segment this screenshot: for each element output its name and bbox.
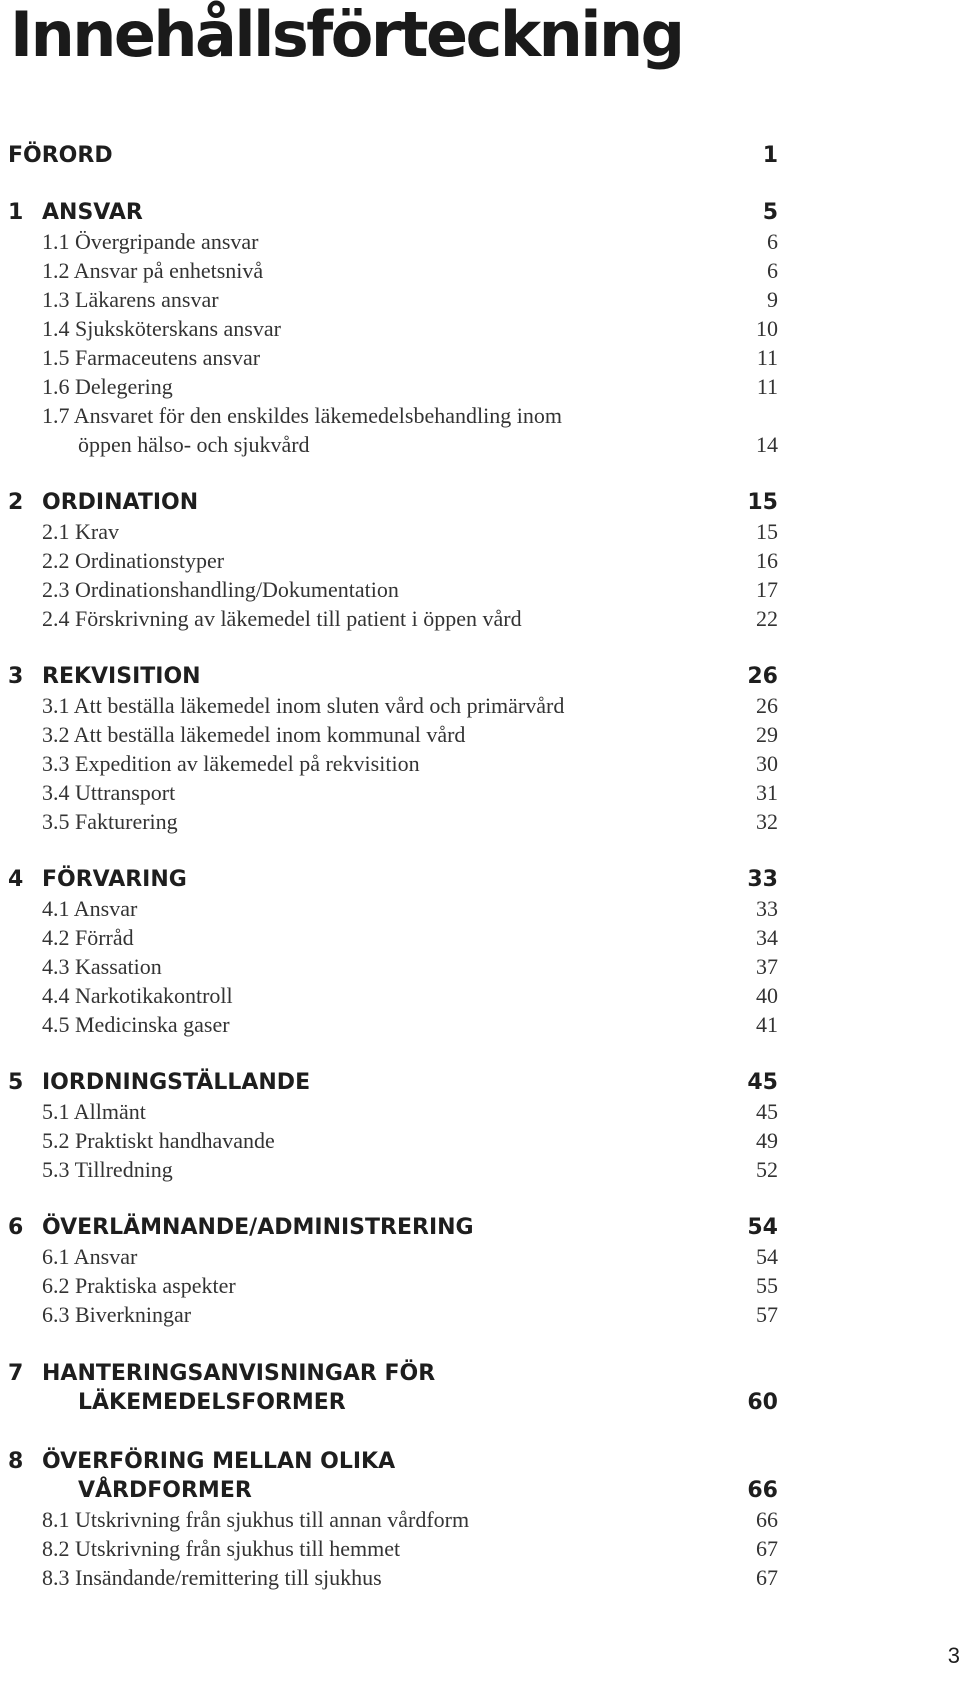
toc-label: 1.3 Läkarens ansvar xyxy=(42,287,219,312)
toc-page-number: 55 xyxy=(756,1273,778,1298)
toc-label: 4.4 Narkotikakontroll xyxy=(42,983,233,1008)
toc-section xyxy=(0,720,960,750)
toc-page-number: 29 xyxy=(756,722,778,747)
toc-page-number: 67 xyxy=(756,1565,778,1590)
toc-section xyxy=(0,517,960,547)
toc-page-number: 6 xyxy=(767,258,778,283)
toc-page-number: 52 xyxy=(756,1157,778,1182)
toc-section xyxy=(0,1155,960,1185)
toc-section xyxy=(0,430,960,460)
toc-page-number: 60 xyxy=(747,1390,778,1415)
page-number: 3 xyxy=(947,1643,960,1668)
toc-label: 4.2 Förråd xyxy=(42,925,134,950)
toc-label: 6.3 Biverkningar xyxy=(42,1302,192,1327)
toc-page-number: 5 xyxy=(762,200,778,225)
toc-page-number: 45 xyxy=(756,1099,778,1124)
toc-section xyxy=(0,1534,960,1564)
toc-label: VÅRDFORMER xyxy=(78,1478,252,1503)
toc-section xyxy=(0,952,960,982)
toc-page-number: 37 xyxy=(756,954,778,979)
toc-label: 3.2 Att beställa läkemedel inom kommunal vård xyxy=(42,722,466,747)
toc-label: 6.1 Ansvar xyxy=(42,1244,138,1269)
toc-label: 1.1 Övergripande ansvar xyxy=(42,229,259,254)
toc-label: ANSVAR xyxy=(42,200,143,225)
toc-section xyxy=(0,256,960,286)
toc-label: 4.1 Ansvar xyxy=(42,896,138,921)
toc-label: 2.3 Ordinationshandling/Dokumentation xyxy=(42,577,399,602)
toc-page-number: 14 xyxy=(756,432,778,457)
toc-section xyxy=(0,807,960,837)
toc-section xyxy=(0,923,960,953)
toc-label: ÖVERFÖRING MELLAN OLIKA xyxy=(42,1449,396,1474)
toc-label: 3.1 Att beställa läkemedel inom sluten vård och primärvård xyxy=(42,693,565,718)
toc-chapter xyxy=(0,865,960,895)
toc-page-number: 32 xyxy=(756,809,778,834)
toc-label: IORDNINGSTÄLLANDE xyxy=(42,1070,311,1095)
toc-section xyxy=(0,1242,960,1272)
page-title: Innehållsförteckning xyxy=(10,0,683,71)
toc-chapter xyxy=(0,1388,960,1418)
toc-page-number: 26 xyxy=(756,693,778,718)
toc-label: 3.5 Fakturering xyxy=(42,809,178,834)
toc-label: REKVISITION xyxy=(42,664,201,689)
toc-chapter-number: 8 xyxy=(8,1449,24,1474)
toc-section xyxy=(0,401,960,431)
toc-chapter xyxy=(0,662,960,692)
toc-label: 3.4 Uttransport xyxy=(42,780,176,805)
toc-section xyxy=(0,1271,960,1301)
toc-page-number: 57 xyxy=(756,1302,778,1327)
toc-label: 1.4 Sjuksköterskans ansvar xyxy=(42,316,281,341)
toc-label: 6.2 Praktiska aspekter xyxy=(42,1273,236,1298)
toc-chapter-number: 6 xyxy=(8,1215,24,1240)
toc-label: ORDINATION xyxy=(42,490,199,515)
toc-page-number: 30 xyxy=(756,751,778,776)
toc-chapter-number: 7 xyxy=(8,1361,24,1386)
toc-section xyxy=(0,1097,960,1127)
toc-chapter xyxy=(0,1476,960,1506)
toc-page-number: 45 xyxy=(747,1070,778,1095)
toc-page-number: 31 xyxy=(756,780,778,805)
toc-label: 3.3 Expedition av läkemedel på rekvisition xyxy=(42,751,420,776)
toc-chapter xyxy=(0,141,960,171)
toc-label: FÖRVARING xyxy=(42,867,187,892)
toc-label: 5.2 Praktiskt handhavande xyxy=(42,1128,275,1153)
toc-chapter-number: 2 xyxy=(8,490,24,515)
toc-label: 4.3 Kassation xyxy=(42,954,162,979)
toc-section xyxy=(0,285,960,315)
toc-page-number: 1 xyxy=(762,143,778,168)
toc-page-number: 22 xyxy=(756,606,778,631)
toc-page-number: 66 xyxy=(756,1507,778,1532)
toc-page-number: 10 xyxy=(756,316,778,341)
toc-section xyxy=(0,1505,960,1535)
toc-label: 4.5 Medicinska gaser xyxy=(42,1012,230,1037)
toc-page-number: 33 xyxy=(747,867,778,892)
toc-chapter xyxy=(0,1213,960,1243)
toc-section xyxy=(0,1010,960,1040)
toc-section xyxy=(0,1126,960,1156)
toc-section xyxy=(0,604,960,634)
toc-chapter xyxy=(0,198,960,228)
toc-chapter xyxy=(0,1359,960,1389)
toc-label: 1.6 Delegering xyxy=(42,374,173,399)
toc-page-number: 34 xyxy=(756,925,778,950)
toc-chapter-number: 1 xyxy=(8,200,24,225)
toc-section xyxy=(0,894,960,924)
toc-page-number: 49 xyxy=(756,1128,778,1153)
toc-page-number: 6 xyxy=(767,229,778,254)
toc-page-number: 11 xyxy=(756,345,778,370)
toc-label: LÄKEMEDELSFORMER xyxy=(78,1390,346,1415)
toc-section xyxy=(0,343,960,373)
toc-page-number: 15 xyxy=(747,490,778,515)
toc-page-number: 66 xyxy=(747,1478,778,1503)
toc-section xyxy=(0,575,960,605)
toc-section xyxy=(0,1300,960,1330)
toc-chapter-number: 3 xyxy=(8,664,24,689)
toc-section xyxy=(0,314,960,344)
toc-section xyxy=(0,778,960,808)
toc-label: 2.4 Förskrivning av läkemedel till patient i öppen vård xyxy=(42,606,522,631)
toc-page-number: 17 xyxy=(756,577,778,602)
toc-label: FÖRORD xyxy=(8,143,113,168)
toc-label: 8.2 Utskrivning från sjukhus till hemmet xyxy=(42,1536,401,1561)
toc-label: 2.2 Ordinationstyper xyxy=(42,548,225,573)
toc-page-number: 26 xyxy=(747,664,778,689)
toc-chapter xyxy=(0,488,960,518)
toc-label: 5.3 Tillredning xyxy=(42,1157,173,1182)
toc-page-number: 67 xyxy=(756,1536,778,1561)
toc-label: HANTERINGSANVISNINGAR FÖR xyxy=(42,1361,436,1386)
toc-label: 2.1 Krav xyxy=(42,519,119,544)
toc-section xyxy=(0,227,960,257)
toc-section xyxy=(0,1563,960,1593)
toc-page-number: 54 xyxy=(756,1244,778,1269)
toc-page-number: 9 xyxy=(767,287,778,312)
toc-chapter xyxy=(0,1068,960,1098)
toc-section xyxy=(0,981,960,1011)
toc-label: öppen hälso- och sjukvård xyxy=(78,432,310,457)
toc-label: ÖVERLÄMNANDE/ADMINISTRERING xyxy=(42,1215,474,1240)
toc-section xyxy=(0,691,960,721)
toc-page-number: 54 xyxy=(747,1215,778,1240)
toc-label: 1.2 Ansvar på enhetsnivå xyxy=(42,258,264,283)
toc-label: 1.7 Ansvaret för den enskildes läkemedelsbehandling inom xyxy=(42,403,562,428)
toc-page-number: 41 xyxy=(756,1012,778,1037)
toc-label: 8.3 Insändande/remittering till sjukhus xyxy=(42,1565,382,1590)
toc-page-number: 33 xyxy=(756,896,778,921)
toc-chapter-number: 4 xyxy=(8,867,24,892)
toc-page-number: 11 xyxy=(756,374,778,399)
toc-page-number: 15 xyxy=(756,519,778,544)
toc-chapter-number: 5 xyxy=(8,1070,24,1095)
toc-chapter xyxy=(0,1447,960,1477)
toc-label: 5.1 Allmänt xyxy=(42,1099,146,1124)
toc-label: 8.1 Utskrivning från sjukhus till annan vårdform xyxy=(42,1507,470,1532)
toc-section xyxy=(0,546,960,576)
toc-section xyxy=(0,372,960,402)
toc-page-number: 16 xyxy=(756,548,778,573)
toc-section xyxy=(0,749,960,779)
toc-label: 1.5 Farmaceutens ansvar xyxy=(42,345,261,370)
toc-page-number: 40 xyxy=(756,983,778,1008)
